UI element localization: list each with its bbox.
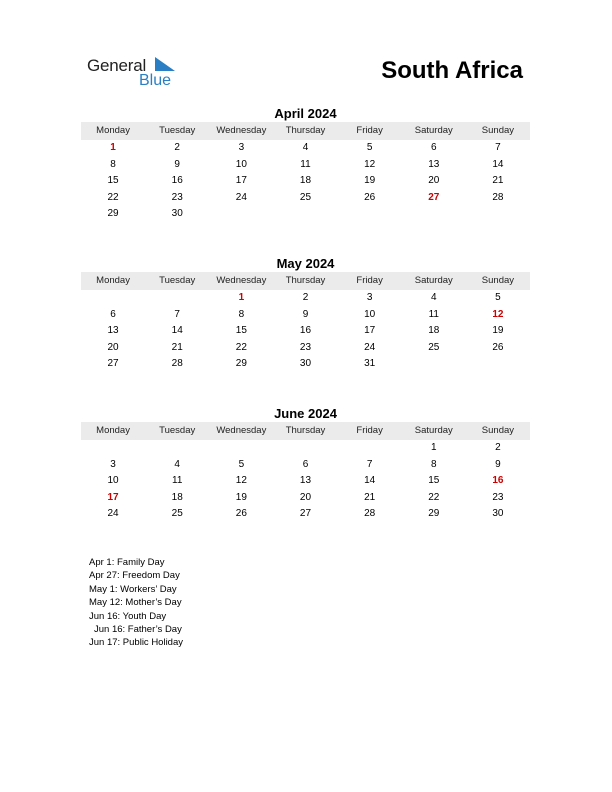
date-cell: 25	[428, 341, 440, 353]
date-cell: 6	[110, 308, 116, 320]
holiday-date-cell: 1	[110, 142, 116, 153]
date-cell: 12	[235, 475, 247, 487]
date-cell: 20	[428, 175, 440, 187]
week-row	[81, 340, 530, 357]
weekday-label: Monday	[96, 275, 130, 286]
date-cell: 5	[366, 142, 373, 153]
date-cell: 25	[171, 508, 183, 520]
date-cell: 1	[430, 442, 437, 453]
weekday-label: Saturday	[414, 125, 453, 136]
date-cell	[209, 440, 273, 457]
date-cell: 27	[107, 358, 119, 370]
date-cell: 23	[299, 341, 312, 353]
date-cell: 19	[492, 325, 504, 337]
date-cell: 26	[235, 508, 247, 520]
date-cell: 5	[238, 458, 245, 470]
week-row	[81, 356, 530, 373]
week-row	[81, 157, 530, 174]
date-cell: 26	[492, 341, 504, 353]
month-title: May 2024	[276, 256, 335, 271]
date-cell: 17	[235, 175, 247, 187]
weekday-label: Saturday	[414, 425, 453, 436]
date-cell: 21	[492, 175, 504, 187]
week-row	[81, 473, 530, 490]
month-title: June 2024	[274, 406, 337, 421]
date-cell: 24	[364, 341, 376, 353]
date-cell: 19	[364, 175, 376, 187]
date-cell: 29	[107, 208, 119, 220]
date-cell: 23	[492, 491, 504, 503]
holiday-date-cell: 16	[492, 475, 504, 487]
date-cell: 15	[428, 475, 440, 487]
logo-triangle-icon	[155, 57, 175, 71]
date-cell: 29	[428, 508, 440, 520]
date-cell: 9	[302, 308, 309, 320]
generalblue-logo	[87, 56, 187, 92]
date-cell: 10	[235, 158, 247, 170]
date-cell: 10	[364, 308, 376, 320]
date-cell: 7	[495, 142, 501, 153]
weekday-label: Friday	[356, 275, 383, 286]
month-april	[81, 106, 530, 223]
weekday-header-row	[81, 272, 530, 290]
date-cell: 15	[107, 175, 119, 187]
week-row	[81, 506, 530, 523]
weekday-label: Wednesday	[216, 425, 267, 436]
date-cell	[466, 206, 530, 223]
date-cell: 29	[235, 358, 247, 370]
date-cell: 22	[107, 191, 119, 203]
weekday-label: Tuesday	[159, 125, 196, 136]
date-cell: 2	[302, 292, 309, 303]
holiday-list-item: Jun 16: Father’s Day	[94, 624, 182, 636]
weekday-label: Friday	[356, 125, 383, 136]
date-cell	[209, 206, 273, 223]
holiday-date-cell: 27	[428, 191, 440, 203]
date-cell	[466, 356, 530, 373]
holiday-date-cell: 1	[238, 292, 245, 303]
date-cell: 4	[174, 458, 180, 470]
holiday-list-item: May 1: Workers’ Day	[89, 583, 177, 595]
date-cell: 6	[302, 458, 309, 470]
date-cell: 3	[238, 142, 245, 153]
date-cell: 18	[171, 491, 183, 503]
date-cell: 22	[235, 341, 247, 353]
week-row	[81, 190, 530, 207]
date-cell	[338, 440, 402, 457]
week-row	[81, 323, 530, 340]
weekday-label: Sunday	[481, 125, 515, 136]
date-cell: 9	[495, 458, 501, 470]
date-cell: 13	[428, 158, 440, 170]
month-title: April 2024	[274, 106, 337, 121]
date-cell	[402, 206, 466, 223]
date-cell: 30	[171, 208, 183, 220]
holiday-list-item: May 12: Mother’s Day	[89, 597, 182, 609]
holiday-list-item: Apr 27: Freedom Day	[89, 570, 180, 582]
holiday-list-item: Jun 17: Public Holiday	[89, 637, 183, 649]
weekday-label: Monday	[96, 125, 130, 136]
date-cell: 27	[299, 508, 312, 520]
date-cell: 8	[110, 158, 116, 170]
week-row	[81, 173, 530, 190]
date-cell: 21	[171, 341, 183, 353]
date-cell: 14	[492, 158, 504, 170]
date-cell	[145, 440, 209, 457]
holiday-date-cell: 12	[492, 308, 504, 320]
date-cell: 11	[300, 158, 311, 170]
date-cell: 6	[430, 142, 437, 153]
date-cell: 28	[492, 191, 504, 203]
date-cell: 3	[110, 458, 116, 470]
date-cell: 18	[428, 325, 440, 337]
date-cell	[145, 290, 209, 307]
date-cell: 14	[171, 325, 183, 337]
date-cell: 28	[171, 358, 183, 370]
date-cell: 20	[107, 341, 119, 353]
date-cell: 30	[492, 508, 504, 520]
date-cell: 13	[107, 325, 119, 337]
date-cell: 15	[235, 325, 247, 337]
weekday-label: Tuesday	[159, 425, 196, 436]
weekday-label: Thursday	[285, 275, 326, 286]
date-cell	[402, 356, 466, 373]
date-cell: 2	[174, 142, 180, 153]
weekday-label: Sunday	[481, 425, 515, 436]
date-cell: 9	[174, 158, 180, 170]
date-cell	[81, 440, 145, 457]
date-cell: 18	[299, 175, 312, 187]
month-june	[81, 406, 530, 523]
date-cell: 8	[238, 308, 245, 320]
date-cell: 12	[364, 158, 376, 170]
holiday-list-item: Jun 16: Youth Day	[89, 610, 167, 622]
date-cell: 24	[235, 191, 247, 203]
date-cell: 16	[171, 175, 183, 187]
month-may	[81, 256, 530, 373]
date-cell: 30	[299, 358, 312, 370]
weekday-label: Thursday	[285, 425, 326, 436]
weekday-label: Tuesday	[159, 275, 196, 286]
date-cell: 10	[107, 475, 119, 487]
weekday-label: Sunday	[481, 275, 515, 286]
date-cell: 8	[430, 458, 437, 470]
weekday-label: Thursday	[285, 125, 326, 136]
date-cell: 20	[299, 491, 312, 503]
date-cell: 26	[364, 191, 376, 203]
date-cell: 7	[366, 458, 373, 470]
logo-word-blue: Blue	[139, 72, 172, 89]
date-cell	[273, 440, 337, 457]
week-row	[81, 140, 530, 157]
date-cell: 22	[428, 491, 440, 503]
week-row	[81, 290, 530, 307]
date-cell	[81, 290, 145, 307]
date-cell: 16	[299, 325, 312, 337]
date-cell: 24	[107, 508, 119, 520]
date-cell: 2	[495, 442, 501, 453]
date-cell: 19	[235, 491, 247, 503]
date-cell: 13	[299, 475, 312, 487]
country-title: South Africa	[381, 57, 523, 84]
week-row	[81, 206, 530, 223]
holiday-list	[89, 556, 183, 650]
date-cell: 28	[364, 508, 376, 520]
date-cell	[338, 206, 402, 223]
date-cell	[273, 206, 337, 223]
week-row	[81, 440, 530, 457]
week-row	[81, 490, 530, 507]
week-row	[81, 307, 530, 324]
weekday-header-row	[81, 422, 530, 440]
holiday-date-cell: 17	[107, 491, 119, 503]
date-cell: 31	[364, 358, 376, 370]
date-cell: 23	[171, 191, 183, 203]
date-cell: 11	[172, 475, 183, 487]
date-cell: 7	[174, 308, 180, 320]
date-cell: 25	[299, 191, 312, 203]
date-cell: 14	[364, 475, 376, 487]
date-cell: 5	[495, 292, 501, 303]
weekday-label: Wednesday	[216, 275, 267, 286]
weekday-label: Monday	[96, 425, 130, 436]
date-cell: 21	[364, 491, 376, 503]
weekday-label: Wednesday	[216, 125, 267, 136]
weekday-header-row	[81, 122, 530, 140]
logo-word-general: General	[87, 56, 147, 75]
date-cell: 4	[430, 292, 437, 303]
date-cell: 17	[364, 325, 376, 337]
date-cell: 4	[302, 142, 309, 153]
holiday-list-item: Apr 1: Family Day	[89, 557, 165, 568]
weekday-label: Saturday	[414, 275, 453, 286]
date-cell: 3	[366, 292, 373, 303]
weekday-label: Friday	[356, 425, 383, 436]
week-row	[81, 457, 530, 474]
date-cell: 11	[428, 308, 439, 320]
